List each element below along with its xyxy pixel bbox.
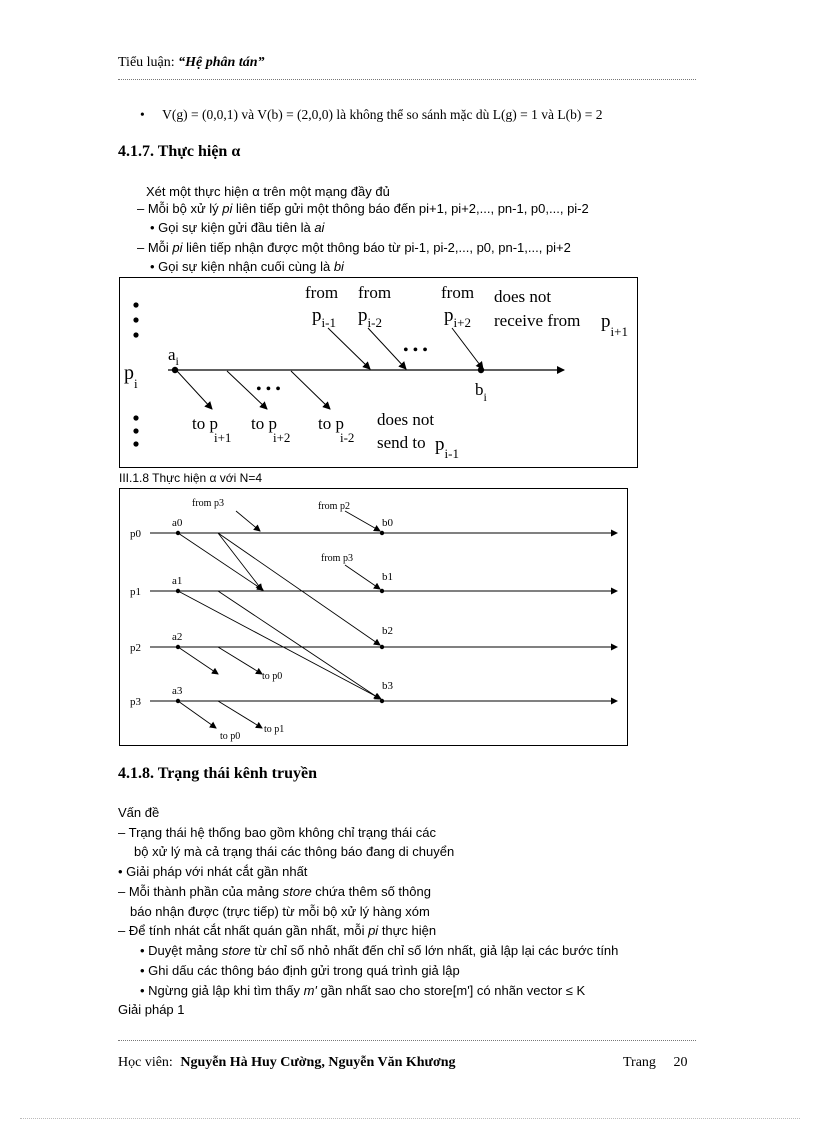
to-pi+2: to p i+2 — [251, 414, 291, 445]
s418-line-7: • Duyệt mảng store từ chỉ số nhỏ nhất đến chỉ số lớn nhất, giả lập lại các bước tính — [140, 943, 619, 958]
process-label: p3 — [130, 696, 141, 708]
message-arrow — [178, 647, 218, 674]
page-bottom-divider — [20, 1118, 800, 1119]
vertical-dot — [133, 415, 138, 420]
event-dot — [380, 699, 384, 703]
process-label: p0 — [130, 528, 141, 540]
send-arrow — [177, 371, 212, 409]
from-pi-2: $p_{i-2}$ — [358, 305, 382, 330]
to-p1-label: to p1 — [264, 724, 285, 735]
message-arrow — [236, 511, 260, 531]
from-pi+2: $p_{i+2}$ — [444, 305, 471, 330]
page-header — [118, 54, 265, 72]
vertical-dot — [133, 317, 138, 322]
send-event-label: a0 — [172, 517, 183, 529]
message-arrow — [178, 591, 381, 699]
does-not-receive-label: does not — [494, 287, 552, 306]
message-arrow — [218, 647, 262, 674]
intro-bullet: • V(g) = (0,0,1) và V(b) = (2,0,0) là không thể so sánh mặc dù L(g) = 1 và L(b) = 2 — [140, 107, 603, 122]
s418-line-4: – Mỗi thành phần của mảng store chứa thêm số thông — [118, 884, 431, 899]
message-arrow — [178, 701, 216, 728]
s417-line-1: – Mỗi bộ xử lý pi liên tiếp gửi một thông báo đến pi+1, pi+2,..., pn-1, p0,..., pi-2 — [137, 201, 589, 216]
receive-from-label: receive from — [494, 311, 581, 330]
message-arrow — [218, 533, 380, 645]
process-label: $p_i$ — [124, 362, 138, 391]
recv-event-label: b2 — [382, 625, 393, 637]
header-divider — [118, 79, 696, 80]
ellipsis-dots: • • • — [403, 342, 428, 359]
page-number: 20 — [673, 1055, 688, 1070]
message-arrow — [218, 591, 380, 699]
from-label: from — [358, 283, 392, 302]
s418-line-2: bộ xử lý mà cả trạng thái các thông báo đang di chuyển — [134, 844, 455, 859]
figure-alpha-general-svg — [120, 278, 637, 467]
s418-line-5: báo nhận được (trực tiếp) từ mỗi bộ xử lý hàng xóm — [130, 904, 430, 919]
from-label: from — [305, 283, 339, 302]
vertical-dot — [133, 441, 138, 446]
section-heading-418: 4.1.8. Trạng thái kênh truyền — [118, 765, 317, 782]
vertical-dot — [133, 428, 138, 433]
page-footer — [118, 1054, 456, 1072]
to-pi-2: to p i-2 — [318, 414, 355, 445]
section-heading-417: 4.1.7. Thực hiện α — [118, 143, 241, 160]
vertical-dot — [133, 302, 138, 307]
to-p0-label: to p0 — [262, 671, 283, 682]
footer-label: Học viên: — [118, 1055, 173, 1070]
s418-line-3: • Giải pháp với nhát cắt gần nhất — [118, 864, 308, 879]
vertical-dot — [133, 332, 138, 337]
event-bi-dot — [478, 367, 484, 373]
page-number-block — [623, 1054, 687, 1072]
message-arrow — [218, 701, 262, 728]
header-title: “Hệ phân tán” — [178, 55, 265, 70]
message-arrow — [345, 565, 380, 589]
send-event-label: a3 — [172, 685, 183, 697]
event-bi-label: $b_i$ — [475, 380, 487, 404]
s417-line-2: • Gọi sự kiện gửi đầu tiên là ai — [150, 220, 325, 235]
figure-alpha-n4 — [119, 488, 628, 746]
footer-divider — [118, 1040, 696, 1041]
footer-authors: Nguyễn Hà Huy Cường, Nguyễn Văn Khương — [180, 1055, 456, 1070]
recv-arrow — [328, 328, 370, 369]
figure-alpha-n4-svg — [120, 489, 627, 745]
s418-line-1: – Trạng thái hệ thống bao gồm không chỉ trạng thái các — [118, 825, 436, 840]
send-event-label: a2 — [172, 631, 183, 643]
figure-alpha-general — [119, 277, 638, 468]
message-arrow — [218, 533, 262, 590]
recv-event-label: b1 — [382, 571, 393, 583]
event-ai-label: $a_i$ — [168, 345, 179, 368]
does-not-send-label: does not — [377, 410, 435, 429]
send-to-label: send to — [377, 433, 426, 452]
recv-arrow — [452, 328, 483, 369]
s418-line-8: • Ghi dấu các thông báo định gửi trong quá trình giả lập — [140, 963, 460, 978]
send-to-pi-1: $p_{i-1}$ — [435, 434, 459, 461]
send-arrow — [291, 371, 330, 409]
intro-bullet-text: V(g) = (0,0,1) và V(b) = (2,0,0) là không thể so sánh mặc dù L(g) = 1 và L(b) = 2 — [162, 107, 603, 122]
s417-line-4: • Gọi sự kiện nhận cuối cùng là bi — [150, 259, 344, 274]
recv-event-label: b3 — [382, 680, 393, 692]
s417-line-0: Xét một thực hiện α trên một mạng đầy đủ — [146, 184, 390, 199]
process-label: p2 — [130, 642, 141, 654]
s418-line-10: Giải pháp 1 — [118, 1002, 185, 1017]
page-label: Trang — [623, 1055, 656, 1070]
s418-line-6: – Để tính nhát cắt nhất quán gần nhất, mỗi pi thực hiện — [118, 923, 437, 938]
from-p2-label: from p2 — [318, 501, 350, 512]
ellipsis-dots: • • • — [256, 381, 281, 398]
event-dot — [380, 589, 384, 593]
message-arrow — [178, 533, 263, 590]
from-pi-1: $p_{i-1}$ — [312, 305, 336, 330]
recv-arrow — [368, 328, 406, 369]
process-label: p1 — [130, 586, 141, 598]
event-dot — [380, 531, 384, 535]
header-prefix: Tiểu luận: — [118, 55, 179, 70]
from-p3-label: from p3 — [321, 553, 353, 564]
receive-from-pi+1: $p_{i+1}$ — [601, 311, 628, 339]
figure2-caption: III.1.8 Thực hiện α với N=4 — [119, 471, 263, 485]
from-label: from — [441, 283, 475, 302]
s418-line-0: Vấn đề — [118, 805, 160, 820]
event-dot — [380, 645, 384, 649]
s417-line-3: – Mỗi pi liên tiếp nhận được một thông báo từ pi-1, pi-2,..., p0, pn-1,..., pi+2 — [137, 240, 571, 255]
from-p3-label: from p3 — [192, 498, 224, 509]
to-pi+1: to p i+1 — [192, 414, 232, 445]
message-arrow — [345, 511, 380, 531]
to-p0-label: to p0 — [220, 731, 241, 742]
s418-line-9: • Ngừng giả lập khi tìm thấy m' gần nhất sao cho store[m'] có nhãn vector ≤ K — [140, 983, 586, 998]
send-event-label: a1 — [172, 575, 183, 587]
recv-event-label: b0 — [382, 517, 393, 529]
